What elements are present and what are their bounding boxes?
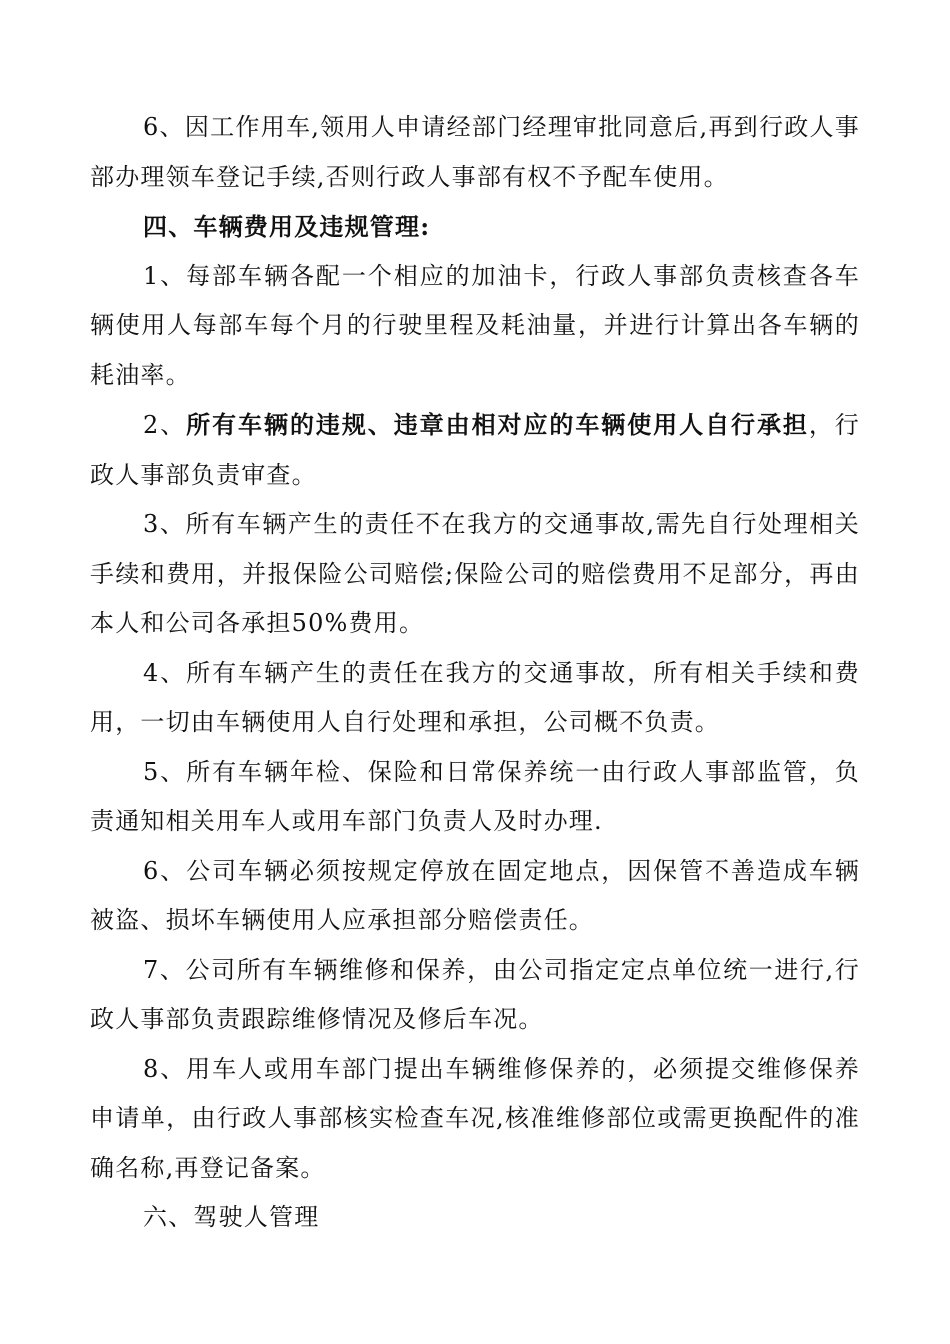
paragraph-2-prefix: 2、 — [143, 411, 187, 439]
paragraph-6-parking: 6、公司车辆必须按规定停放在固定地点，因保管不善造成车辆被盗、损坏车辆使用人应承担部分赔偿责任。 — [90, 856, 860, 934]
paragraph-8-repair-application: 8、用车人或用车部门提出车辆维修保养的，必须提交维修保养申请单，由行政人事部核实检查车况,核准维修部位或需更换配件的准确名称,再登记备案。 — [90, 1054, 860, 1182]
document-body — [90, 103, 860, 1243]
paragraph-2-bold-text: 所有车辆的违规、违章由相对应的车辆使用人自行承担 — [186, 410, 809, 439]
paragraph-2-suffix: ，行政人事部负责审查。 — [90, 411, 861, 489]
paragraph-7-repair-maintenance: 7、公司所有车辆维修和保养，由公司指定定点单位统一进行,行政人事部负责跟踪维修情况及修后车况。 — [90, 955, 860, 1033]
paragraph-6-vehicle-request: 6、因工作用车,领用人申请经部门经理审批同意后,再到行政人事部办理领车登记手续,否则行政人事部有权不予配车使用。 — [90, 113, 860, 191]
paragraph-2-violations — [90, 400, 860, 500]
section-heading-fees-violations: 四、车辆费用及违规管理: — [143, 212, 431, 241]
section-heading-driver-management: 六、驾驶人管理 — [143, 1203, 320, 1231]
paragraph-1-fuel-card: 1、每部车辆各配一个相应的加油卡，行政人事部负责核查各车辆使用人每部车每个月的行驶里程及耗油量，并进行计算出各车辆的耗油率。 — [90, 261, 860, 389]
paragraph-5-inspection-insurance: 5、所有车辆年检、保险和日常保养统一由行政人事部监管，负责通知相关用车人或用车部门负责人及时办理. — [90, 757, 860, 835]
paragraph-4-at-fault-accidents: 4、所有车辆产生的责任在我方的交通事故，所有相关手续和费用，一切由车辆使用人自行处理和承担，公司概不负责。 — [90, 658, 860, 736]
paragraph-3-not-at-fault-accidents: 3、所有车辆产生的责任不在我方的交通事故,需先自行处理相关手续和费用，并报保险公司赔偿;保险公司的赔偿费用不足部分，再由本人和公司各承担50%费用。 — [90, 510, 860, 637]
